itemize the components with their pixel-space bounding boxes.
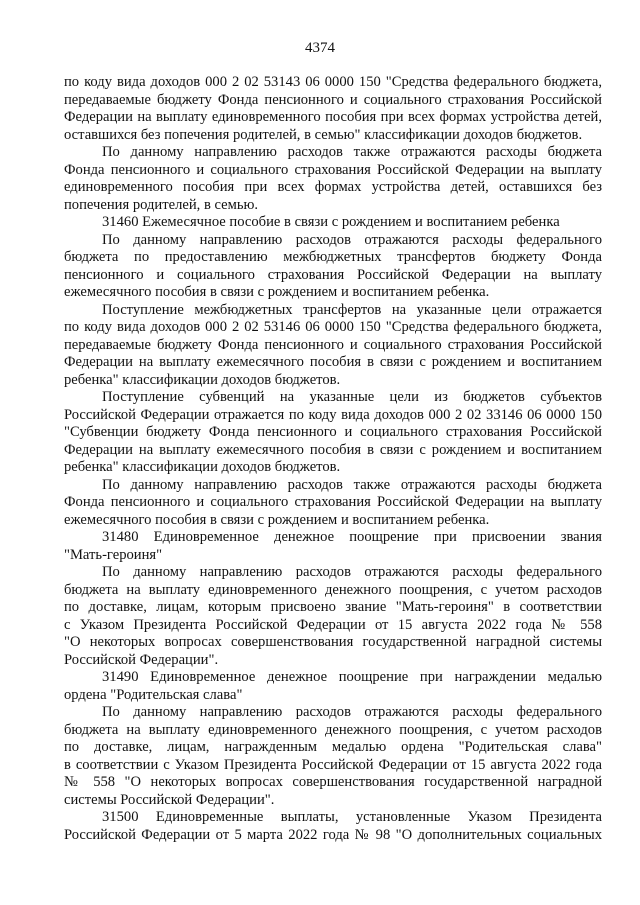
text-line: Федерации на выплату единовременного пособия при всех формах устройства детей, (64, 109, 602, 125)
text-line: по коду вида доходов 000 2 02 53143 06 0000 150 "Средства федерального бюджета, (64, 74, 602, 90)
text-line: ордена "Родительская слава" (64, 686, 243, 703)
text-line: бюджета на выплату единовременного денежного поощрения, с учетом расходов (64, 721, 602, 738)
text-line: передаваемые бюджету Фонда пенсионного и социального страхования Российской (64, 336, 602, 353)
text-line: в соответствии с Указом Президента Российской Федерации от 15 августа 2022 года (64, 756, 602, 773)
text-line: По данному направлению расходов отражаются расходы федерального (102, 564, 602, 580)
text-line: ребенка" классификации доходов бюджетов. (64, 459, 341, 475)
text-line: ежемесячного пособия в связи с рождением и воспитанием ребенка. (64, 284, 490, 300)
text-line: "О некоторых вопросах совершенствования государственной наградной системы (64, 634, 602, 650)
text-line: Федерации на выплату ежемесячного пособия в связи с рождением и воспитанием (64, 354, 602, 370)
text-line: бюджета по предоставлению межбюджетных трансфертов бюджету Фонда (64, 249, 602, 265)
text-line: оставшихся без попечения родителей, в семью" классификации доходов бюджетов. (64, 126, 583, 143)
text-line: По данному направлению расходов также отражаются расходы бюджета (102, 476, 602, 493)
text-line: По данному направлению расходов отражаются расходы федерального (102, 231, 602, 248)
text-line: Фонда пенсионного и социального страхования Российской Федерации на выплату (64, 494, 602, 510)
text-line: по коду вида доходов 000 2 02 53146 06 0000 150 "Средства федерального бюджета, (64, 319, 602, 335)
text-line: По данному направлению расходов отражаются расходы федерального (102, 704, 602, 720)
text-line: бюджета на выплату единовременного денежного поощрения, с учетом расходов (64, 581, 602, 598)
text-line: с Указом Президента Российской Федерации от 15 августа 2022 года № 558 (64, 616, 602, 633)
text-line: 31500 Единовременные выплаты, установленные Указом Президента (102, 809, 602, 825)
text-line: По данному направлению расходов также отражаются расходы бюджета (102, 144, 602, 160)
text-line: единовременного пособия при всех формах устройства детей, оставшихся без (64, 179, 602, 195)
text-line: Российской Федерации отражается по коду вида доходов 000 2 02 33146 06 0000 150 (64, 406, 602, 423)
text-line: системы Российской Федерации". (64, 791, 275, 808)
text-line: 31480 Единовременное денежное поощрение при присвоении звания (102, 529, 602, 545)
text-line: 31490 Единовременное денежное поощрение при награждении медалью (102, 669, 602, 685)
text-line: Фонда пенсионного и социального страхования Российской Федерации на выплату (64, 161, 602, 178)
text-line: передаваемые бюджету Фонда пенсионного и социального страхования Российской (64, 91, 602, 108)
text-line: Российской Федерации от 5 марта 2022 года № 98 "О дополнительных социальных (64, 826, 602, 843)
text-line: попечения родителей, в семью. (64, 196, 259, 213)
text-line: Российской Федерации". (64, 651, 219, 668)
document-body (64, 74, 602, 844)
text-line: № 558 "О некоторых вопросах совершенствования государственной наградной (64, 774, 602, 790)
text-line: Поступление межбюджетных трансфертов на указанные цели отражается (102, 301, 602, 318)
text-line: "Субвенции бюджету Фонда пенсионного и социального страхования Российской (64, 424, 602, 440)
text-line: Федерации на выплату ежемесячного пособия в связи с рождением и воспитанием (64, 441, 602, 458)
text-line: по доставке, лицам, которым присвоено звание "Мать-героиня" в соответствии (64, 599, 602, 615)
text-line: Поступление субвенций на указанные цели из бюджетов субъектов (102, 389, 602, 405)
page-number: 4374 (305, 40, 335, 56)
text-line: ребенка" классификации доходов бюджетов. (64, 371, 341, 388)
text-line: по доставке, лицам, награжденным медалью ордена "Родительская слава" (64, 739, 602, 755)
text-line: 31460 Ежемесячное пособие в связи с рождением и воспитанием ребенка (102, 214, 560, 230)
text-line: пенсионного и социального страхования Российской Федерации на выплату (64, 266, 602, 283)
text-line: "Мать-героиня" (64, 546, 163, 563)
text-line: ежемесячного пособия в связи с рождением и воспитанием ребенка. (64, 511, 490, 528)
